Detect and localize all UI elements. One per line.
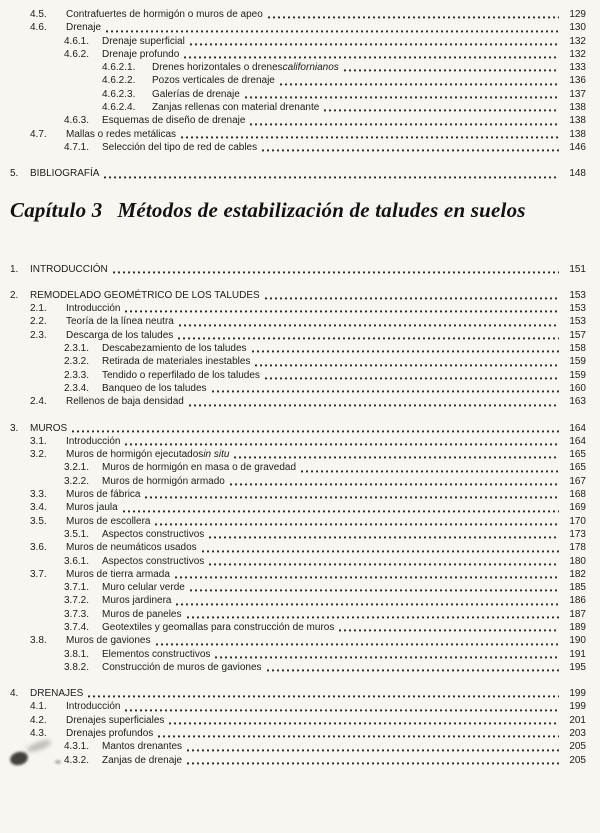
toc-entry-number: 4.6.: [30, 22, 47, 34]
toc-entry-label: Galerías de drenaje: [152, 88, 240, 100]
toc-entry-page: 195: [569, 661, 586, 673]
toc-dot-leader: [262, 149, 559, 152]
toc-dot-leader: [268, 16, 559, 19]
toc-entry-number: 2.1.: [30, 303, 47, 315]
toc-entry-label: Drenajes superficiales: [66, 714, 165, 726]
toc-dot-leader: [175, 576, 559, 579]
toc-entry-label: Mallas o redes metálicas: [66, 128, 177, 140]
toc-section: [10, 263, 586, 276]
toc-entry-row: [10, 342, 586, 355]
toc-dot-leader: [169, 722, 559, 725]
toc-entry-page: 164: [569, 422, 586, 434]
toc-dot-leader: [189, 404, 559, 407]
toc-dot-leader: [209, 563, 559, 566]
toc-entry-label: Drenes horizontales o drenes: [152, 62, 283, 74]
toc-entry-page: 136: [569, 75, 586, 87]
toc-entry-row: [10, 35, 586, 48]
toc-entry-number: 4.7.: [30, 128, 47, 140]
toc-entry-row: [10, 289, 586, 302]
toc-entry-page: 182: [569, 568, 586, 580]
toc-entry-label: Descabezamiento de los taludes: [102, 343, 247, 355]
toc-entry-row: [10, 369, 586, 382]
toc-entry-label: Zanjas de drenaje: [102, 754, 183, 766]
toc-entry-page: 159: [569, 356, 586, 368]
toc-entry-number: 2.3.: [30, 329, 47, 341]
toc-entry-row: [10, 475, 586, 488]
toc-entry-row: [10, 661, 586, 674]
toc-entry-page: 180: [569, 555, 586, 567]
toc-entry-label: Descarga de los taludes: [66, 329, 174, 341]
toc-entry-page: 205: [569, 741, 586, 753]
toc-entry-row: [10, 727, 586, 740]
toc-dot-leader: [145, 496, 559, 499]
toc-entry-label: Pozos verticales de drenaje: [152, 75, 275, 87]
toc-entry-label: Esquemas de diseño de drenaje: [102, 115, 246, 127]
toc-entry-label: Muros jardinera: [102, 595, 172, 607]
toc-entry-label: Geotextiles y geomallas para construcción de muros: [102, 621, 335, 633]
toc-dot-leader: [155, 523, 559, 526]
toc-entry-label: Introducción: [66, 701, 121, 713]
toc-dot-leader: [190, 589, 559, 592]
toc-entry-page: 178: [569, 542, 586, 554]
toc-entry-row: [10, 594, 586, 607]
chapter-heading: [10, 197, 586, 223]
toc-entry-label: Elementos constructivos: [102, 648, 211, 660]
toc-entry-number: 4.6.2.2.: [102, 75, 136, 87]
toc-entry-row: [10, 555, 586, 568]
toc-dot-leader: [178, 337, 559, 340]
toc-entry-number: 2.2.: [30, 316, 47, 328]
toc-dot-leader: [125, 310, 559, 313]
toc-entry-number: 5.: [10, 168, 19, 180]
toc-entry-number: 3.2.2.: [64, 475, 90, 487]
toc-entry-label: INTRODUCCIÓN: [30, 263, 108, 275]
toc-dot-leader: [187, 749, 559, 752]
toc-entry-label: Tendido o reperfilado de los taludes: [102, 369, 260, 381]
toc-entry-page: 199: [569, 688, 586, 700]
toc-entry-row: [10, 515, 586, 528]
toc-dot-leader: [252, 350, 559, 353]
toc-entry-row: [10, 329, 586, 342]
toc-entry-row: [10, 448, 586, 461]
toc-entry-page: 159: [569, 369, 586, 381]
toc-dot-leader: [245, 96, 559, 99]
toc-dot-leader: [339, 629, 559, 632]
toc-entry-row: [10, 714, 586, 727]
toc-entry-label: Aspectos constructivos: [102, 528, 205, 540]
chapter-title: Métodos de estabilización de taludes en suelos: [117, 197, 526, 222]
toc-dot-leader: [255, 364, 559, 367]
toc-entry-page: 205: [569, 754, 586, 766]
toc-main-block: [10, 263, 586, 767]
toc-entry-row: [10, 114, 586, 127]
toc-entry-row: [10, 74, 586, 87]
toc-entry-label: Drenaje superficial: [102, 35, 185, 47]
toc-entry-number: 4.3.2.: [64, 754, 90, 766]
toc-entry-page: 187: [569, 608, 586, 620]
toc-entry-row: [10, 541, 586, 554]
toc-entry-label: Drenaje: [66, 22, 102, 34]
toc-entry-number: 3.7.1.: [64, 582, 90, 594]
toc-dot-leader: [184, 56, 559, 59]
toc-entry-number: 3.7.2.: [64, 595, 90, 607]
toc-entry-row: [10, 501, 586, 514]
toc-entry-number: 4.5.: [30, 9, 47, 20]
toc-entry-label: Rellenos de baja densidad: [66, 396, 184, 408]
toc-entry-number: 4.2.: [30, 714, 47, 726]
toc-entry-number: 4.1.: [30, 701, 47, 713]
toc-entry-label: Muros de hormigón en masa o de gravedad: [102, 462, 297, 474]
toc-entry-number: 3.8.2.: [64, 661, 90, 673]
toc-entry-number: 3.7.4.: [64, 621, 90, 633]
toc-entry-page: 129: [569, 9, 586, 20]
toc-section: [10, 167, 586, 180]
toc-entry-row: [10, 754, 586, 767]
toc-entry-number: 4.7.1.: [64, 141, 90, 153]
toc-entry-page: 148: [569, 168, 586, 180]
toc-entry-page: 199: [569, 701, 586, 713]
toc-entry-number: 3.7.: [30, 568, 47, 580]
toc-entry-label: Muros de neumáticos usados: [66, 542, 197, 554]
toc-dot-leader: [187, 762, 559, 765]
toc-entry-number: 2.3.4.: [64, 382, 90, 394]
toc-entry-label: Banqueo de los taludes: [102, 382, 207, 394]
toc-dot-leader: [230, 483, 559, 486]
toc-entry-row: [10, 740, 586, 753]
toc-entry-row: [10, 488, 586, 501]
toc-entry-page: 163: [569, 396, 586, 408]
toc-entry-label: Muros de paneles: [102, 608, 182, 620]
toc-entry-row: [10, 568, 586, 581]
toc-entry-label: Introducción: [66, 303, 121, 315]
toc-entry-label: DRENAJES: [30, 688, 84, 700]
toc-entry-row: [10, 435, 586, 448]
toc-entry-row: [10, 648, 586, 661]
toc-entry-label: Drenajes profundos: [66, 728, 154, 740]
toc-dot-leader: [179, 324, 559, 327]
toc-entry-page: 146: [569, 141, 586, 153]
toc-entry-page: 138: [569, 128, 586, 140]
toc-entry-row: [10, 21, 586, 34]
toc-entry-page: 138: [569, 102, 586, 114]
toc-entry-number: 4.3.: [30, 728, 47, 740]
toc-entry-label: Drenaje profundo: [102, 48, 180, 60]
toc-entry-number: 3.6.: [30, 542, 47, 554]
toc-entry-label: Selección del tipo de red de cables: [102, 141, 258, 153]
toc-entry-page: 132: [569, 48, 586, 60]
toc-entry-label: Muros de fábrica: [66, 489, 141, 501]
toc-entry-page: 157: [569, 329, 586, 341]
toc-entry-row: [10, 621, 586, 634]
toc-entry-number: 4.6.2.: [64, 48, 90, 60]
toc-entry-number: 2.3.2.: [64, 356, 90, 368]
toc-entry-number: 3.: [10, 422, 19, 434]
toc-dot-leader: [125, 443, 559, 446]
toc-entry-row: [10, 141, 586, 154]
toc-entry-row: [10, 581, 586, 594]
toc-dot-leader: [158, 735, 559, 738]
toc-entry-row: [10, 48, 586, 61]
toc-entry-number: 3.8.1.: [64, 648, 90, 660]
toc-section: [10, 687, 586, 767]
toc-entry-row: [10, 687, 586, 700]
toc-entry-page: 130: [569, 22, 586, 34]
toc-entry-page: 169: [569, 502, 586, 514]
toc-entry-label: Retirada de materiales inestables: [102, 356, 251, 368]
toc-entry-page: 170: [569, 515, 586, 527]
toc-dot-leader: [106, 30, 559, 33]
toc-entry-page: 164: [569, 435, 586, 447]
toc-entry-number: 3.2.: [30, 449, 47, 461]
toc-entry-number: 4.6.2.1.: [102, 62, 136, 74]
toc-entry-page: 153: [569, 289, 586, 301]
toc-entry-row: [10, 61, 586, 74]
toc-dot-leader: [190, 43, 559, 46]
toc-entry-label: MUROS: [30, 422, 68, 434]
toc-dot-leader: [123, 510, 559, 513]
toc-entry-row: [10, 128, 586, 141]
toc-entry-page: 132: [569, 35, 586, 47]
toc-entry-page: 153: [569, 303, 586, 315]
toc-entry-label: Mantos drenantes: [102, 741, 183, 753]
toc-entry-page: 191: [569, 648, 586, 660]
toc-dot-leader: [265, 377, 559, 380]
toc-entry-page: 138: [569, 115, 586, 127]
toc-entry-label: Muros de tierra armada: [66, 568, 170, 580]
toc-dot-leader: [104, 176, 559, 179]
toc-dot-leader: [202, 550, 559, 553]
toc-entry-number: 2.4.: [30, 396, 47, 408]
toc-dot-leader: [234, 456, 559, 459]
toc-entry-page: 173: [569, 528, 586, 540]
toc-entry-number: 4.: [10, 688, 19, 700]
toc-entry-row: [10, 528, 586, 541]
toc-dot-leader: [113, 271, 559, 274]
toc-entry-number: 3.6.1.: [64, 555, 90, 567]
toc-entry-number: 4.6.3.: [64, 115, 90, 127]
toc-entry-page: 133: [569, 62, 586, 74]
toc-dot-leader: [156, 643, 560, 646]
toc-entry-number: 3.1.: [30, 435, 47, 447]
toc-entry-page: 137: [569, 88, 586, 100]
toc-entry-row: [10, 263, 586, 276]
toc-entry-label: Introducción: [66, 435, 121, 447]
toc-entry-number: 4.6.1.: [64, 35, 90, 47]
toc-entry-row: [10, 302, 586, 315]
toc-top-block: [10, 8, 586, 181]
chapter-number: Capítulo 3: [10, 197, 103, 222]
toc-entry-label: Muros de gaviones: [66, 635, 151, 647]
toc-entry-page: 167: [569, 475, 586, 487]
toc-entry-number: 3.8.: [30, 635, 47, 647]
toc-entry-number: 3.4.: [30, 502, 47, 514]
toc-dot-leader: [344, 69, 559, 72]
toc-entry-label: Muros de hormigón armado: [102, 475, 225, 487]
toc-section: [10, 8, 586, 154]
toc-dot-leader: [280, 83, 559, 86]
toc-entry-row: [10, 88, 586, 101]
toc-entry-page: 158: [569, 343, 586, 355]
toc-entry-page: 165: [569, 462, 586, 474]
toc-entry-label: Construcción de muros de gaviones: [102, 661, 262, 673]
toc-entry-label: Teoría de la línea neutra: [66, 316, 174, 328]
toc-entry-label-italic: californianos: [282, 62, 339, 74]
toc-entry-number: 2.3.1.: [64, 343, 90, 355]
toc-entry-row: [10, 167, 586, 180]
toc-entry-row: [10, 422, 586, 435]
toc-dot-leader: [212, 390, 559, 393]
toc-entry-number: 3.7.3.: [64, 608, 90, 620]
toc-dot-leader: [267, 669, 559, 672]
toc-entry-number: 3.2.1.: [64, 462, 90, 474]
toc-dot-leader: [176, 603, 559, 606]
toc-entry-number: 3.5.: [30, 515, 47, 527]
toc-entry-page: 160: [569, 382, 586, 394]
toc-dot-leader: [209, 536, 559, 539]
toc-entry-label: Aspectos constructivos: [102, 555, 205, 567]
toc-dot-leader: [72, 430, 559, 433]
toc-entry-number: 4.3.1.: [64, 741, 90, 753]
toc-entry-row: [10, 382, 586, 395]
toc-entry-label: Muros de hormigón ejecutados: [66, 449, 204, 461]
toc-dot-leader: [250, 123, 559, 126]
toc-entry-page: 168: [569, 489, 586, 501]
toc-entry-label: Zanjas rellenas con material drenante: [152, 102, 320, 114]
toc-entry-row: [10, 315, 586, 328]
toc-entry-number: 2.3.3.: [64, 369, 90, 381]
toc-entry-page: 190: [569, 635, 586, 647]
toc-entry-number: 3.5.1.: [64, 528, 90, 540]
toc-entry-page: 165: [569, 449, 586, 461]
toc-entry-number: 4.6.2.4.: [102, 102, 136, 114]
toc-entry-row: [10, 461, 586, 474]
toc-dot-leader: [265, 297, 559, 300]
toc-entry-label: BIBLIOGRAFÍA: [30, 168, 100, 180]
toc-entry-page: 203: [569, 728, 586, 740]
toc-entry-row: [10, 634, 586, 647]
toc-dot-leader: [125, 709, 559, 712]
toc-entry-page: 151: [569, 263, 586, 275]
toc-entry-page: 189: [569, 621, 586, 633]
toc-entry-page: 185: [569, 582, 586, 594]
toc-entry-number: 3.3.: [30, 489, 47, 501]
toc-entry-label: Muro celular verde: [102, 582, 185, 594]
toc-entry-row: [10, 395, 586, 408]
toc-section: [10, 289, 586, 409]
toc-entry-page: 201: [569, 714, 586, 726]
toc-entry-number: 4.6.2.3.: [102, 88, 136, 100]
toc-entry-row: [10, 355, 586, 368]
toc-dot-leader: [215, 656, 559, 659]
toc-entry-row: [10, 608, 586, 621]
toc-entry-label: Contrafuertes de hormigón o muros de apeo: [66, 9, 263, 20]
toc-entry-row: [10, 8, 586, 21]
toc-entry-page: 186: [569, 595, 586, 607]
toc-dot-leader: [301, 470, 559, 473]
toc-entry-number: 2.: [10, 289, 19, 301]
toc-dot-leader: [324, 109, 559, 112]
toc-entry-page: 153: [569, 316, 586, 328]
toc-entry-label-italic: in situ: [203, 449, 230, 461]
toc-dot-leader: [181, 136, 559, 139]
toc-dot-leader: [187, 616, 560, 619]
toc-entry-row: [10, 101, 586, 114]
toc-section: [10, 422, 586, 675]
toc-dot-leader: [88, 695, 559, 698]
toc-entry-label: Muros jaula: [66, 502, 118, 514]
toc-entry-label: Muros de escollera: [66, 515, 151, 527]
toc-entry-number: 1.: [10, 263, 19, 275]
toc-entry-label: REMODELADO GEOMÉTRICO DE LOS TALUDES: [30, 289, 260, 301]
toc-entry-row: [10, 700, 586, 713]
